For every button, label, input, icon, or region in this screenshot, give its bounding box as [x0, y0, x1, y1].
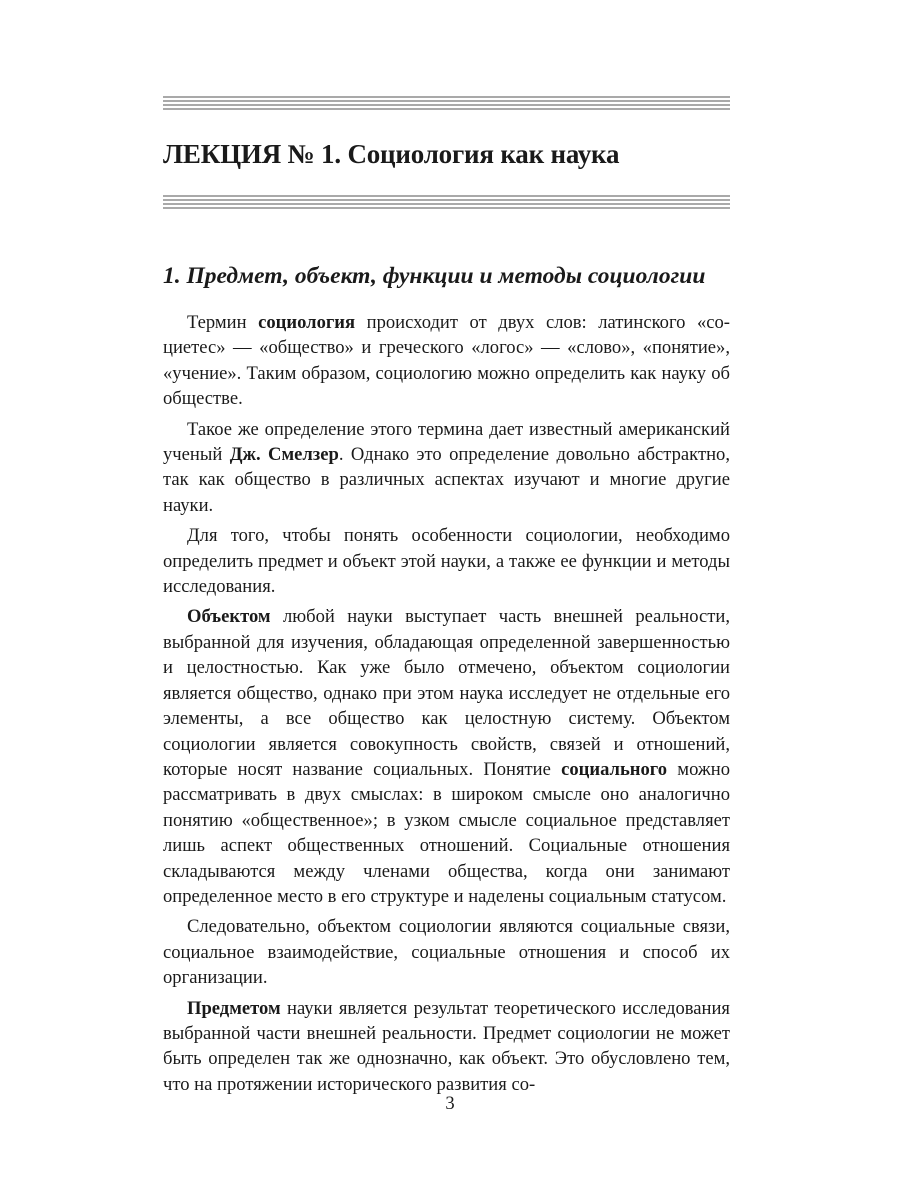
top-decorative-rule: [163, 96, 730, 110]
rule-line: [163, 100, 730, 102]
rule-line: [163, 199, 730, 201]
text-span: . Однако это определение довольно абстрактно, так как общество в различных аспектах изучают и многие другие науки.: [163, 444, 730, 516]
text-span: можно рассматривать в двух смыслах: в широком смысле оно аналогично понятию «общественное»; в узком смысле социальное представляет лишь аспект общественных отношений. Социальные отношения складываются между членами общества, когда они занимают определенное место в его структуре и наделены социальным статусом.: [163, 758, 730, 907]
rule-line: [163, 203, 730, 205]
text-span: происходит от двух слов: латинского «социетес» — «общество» и греческого «логос» — «слово», «понятие», «учение». Таким образом, социологию можно определить как науку об обществе.: [163, 312, 730, 410]
bold-term: социология: [258, 312, 356, 333]
text-span: Такое же определение этого термина дает известный американский ученый: [163, 418, 730, 466]
rule-line: [163, 207, 730, 209]
paragraph: [163, 417, 730, 519]
body-text: [163, 310, 730, 1097]
bold-term: Дж. Смелзер: [229, 444, 339, 466]
page-content: [163, 96, 730, 1102]
rule-line: [163, 195, 730, 197]
text-span: Для того, чтобы понять особенности социологии, необходимо определить предмет и объект этой науки, а также ее функции и методы исследования.: [163, 525, 730, 598]
text-span: науки является результат теоретического исследования выбранной части внешней реальности. Предмет социологии не может быть определен так же однозначно, как объект. Это обусловлено тем, что на протяжении исторического развития со-: [163, 997, 730, 1095]
rule-line: [163, 96, 730, 98]
paragraph: [163, 310, 730, 412]
paragraph: [163, 523, 730, 599]
rule-line: [163, 104, 730, 106]
text-span: Термин: [187, 312, 259, 333]
paragraph: [163, 996, 730, 1098]
bottom-decorative-rule: [163, 195, 730, 209]
text-span: любой науки выступает часть внешней реальности, выбранной для изучения, обладающая определенной завершенностью и целостностью. Как уже было отмечено, объектом социологии является общество, однако при этом наука исследует не отдельные его элементы, а все общество как целостную систему. Объектом социологии является совокупность свойств, связей и отношений, которые носят название социальных. Понятие: [163, 606, 730, 780]
lecture-title: ЛЕКЦИЯ № 1. Социология как наука: [163, 139, 620, 169]
rule-line: [163, 108, 730, 110]
paragraph: [163, 604, 730, 909]
bold-term: Предметом: [187, 997, 281, 1019]
bold-term: Объектом: [187, 606, 271, 628]
page-number: 3: [445, 1093, 455, 1114]
text-span: Следовательно, объектом социологии являются социальные связи, социальное взаимодействие, социальные отношения и способ их организации.: [163, 916, 730, 989]
bold-term: социального: [561, 758, 668, 780]
section-title: 1. Предмет, объект, функции и методы социологии: [163, 263, 706, 289]
paragraph: [163, 914, 730, 990]
